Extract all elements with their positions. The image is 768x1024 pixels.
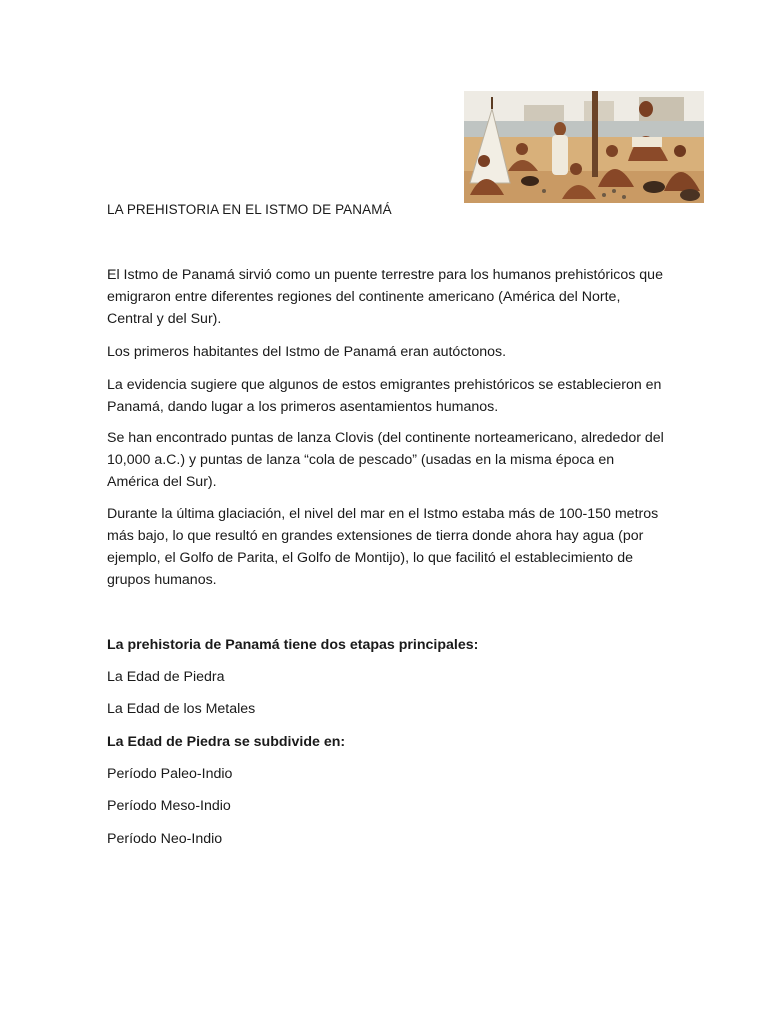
paragraph-glaciacion: Durante la última glaciación, el nivel del mar en el Istmo estaba más de 100-150 metros más bajo, lo que resultó en grandes extensiones de tierra donde ahora hay agua (por ejemplo, el Golfo de Parita, el Golfo de Montijo), lo que facilitó el establecimiento de grupos humanos. — [107, 506, 659, 588]
stage-item: La Edad de los Metales — [107, 701, 256, 717]
paragraph-primeros-habitantes: Los primeros habitantes del Istmo de Panamá eran autóctonos. — [107, 344, 507, 360]
stone-age-heading: La Edad de Piedra se subdivide en: — [107, 734, 346, 750]
page-title: LA PREHISTORIA EN EL ISTMO DE PANAMÁ — [107, 202, 392, 217]
paragraph-evidencia: La evidencia sugiere que algunos de estos emigrantes prehistóricos se establecieron en Panamá, dando lugar a los primeros asentamientos humanos. — [107, 377, 662, 415]
period-item: Período Neo-Indio — [107, 831, 223, 847]
stages-heading: La prehistoria de Panamá tiene dos etapas principales: — [107, 637, 479, 653]
stage-item: La Edad de Piedra — [107, 669, 225, 685]
paragraph-puntas-de-lanza: Se han encontrado puntas de lanza Clovis (del continente norteamericano, alrededor del 10,000 a.C.) y puntas de lanza “cola de pescado” (usadas en la misma época en América del Sur). — [107, 430, 664, 490]
period-item: Período Meso-Indio — [107, 798, 231, 814]
period-item: Período Paleo-Indio — [107, 766, 233, 782]
paragraph-istmo-puente: El Istmo de Panamá sirvió como un puente terrestre para los humanos prehistóricos que emigraron entre diferentes regiones del continente americano (América del Norte, Central y del Sur). — [107, 267, 663, 327]
prehistoric-mural-image — [464, 91, 704, 203]
